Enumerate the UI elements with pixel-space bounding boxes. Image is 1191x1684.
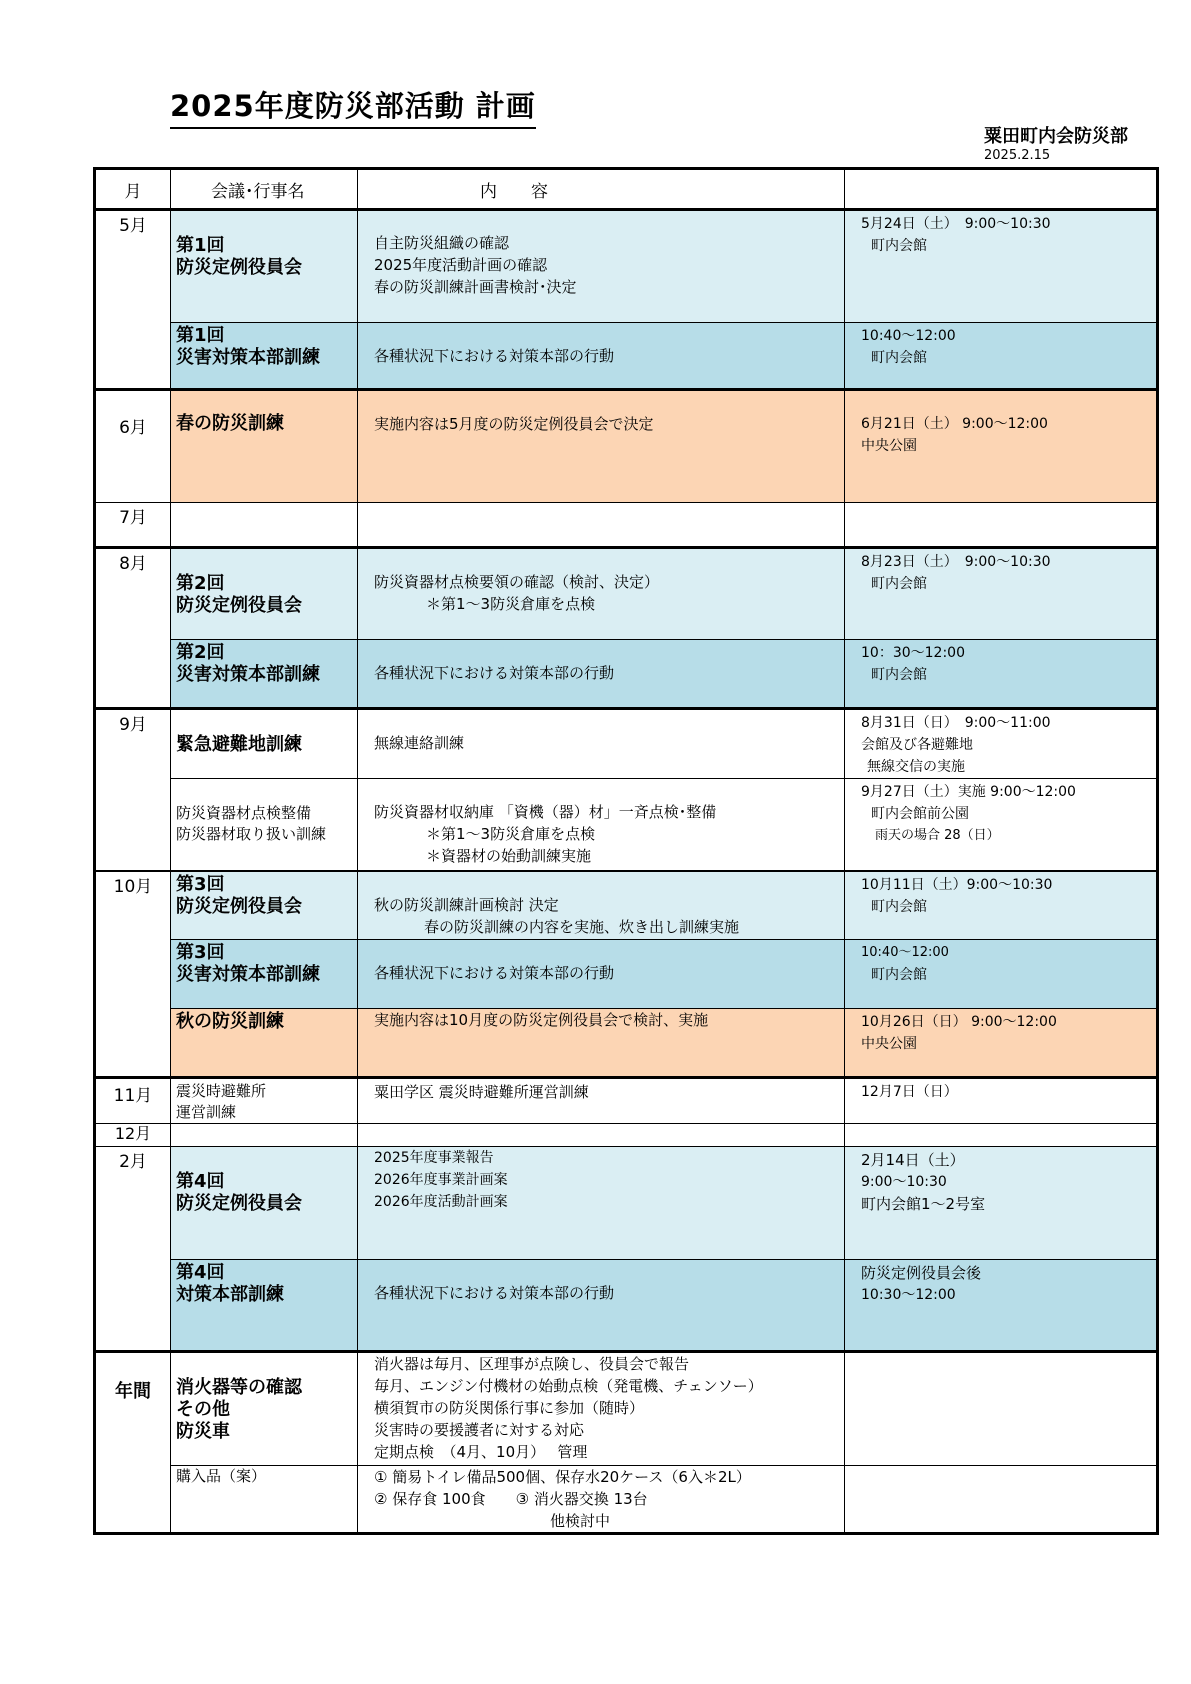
event-schedule: 10:40～12:00 町内会館 (845, 323, 1158, 390)
table-row (95, 503, 1158, 548)
table-row (95, 871, 1158, 940)
month-cell: 11月 (95, 1078, 171, 1124)
event-content: 各種状況下における対策本部の行動 (358, 940, 845, 1009)
activity-plan-table (93, 167, 1159, 1535)
event-schedule: 9月27日（土）実施 9:00～12:00 町内会館前公園 雨天の場合 28（日） (845, 779, 1158, 871)
table-row (95, 390, 1158, 503)
page-title: 2025年度防災部活動 計画 (170, 84, 536, 129)
table-row (95, 1260, 1158, 1352)
table-row (95, 1147, 1158, 1260)
organization-name: 粟田町内会防災部 (984, 126, 1128, 147)
month-cell: 2月 (95, 1147, 171, 1352)
event-content: 各種状況下における対策本部の行動 (358, 640, 845, 709)
event-name: 第2回 災害対策本部訓練 (171, 640, 358, 709)
event-content: 各種状況下における対策本部の行動 (358, 1260, 845, 1352)
event-schedule (845, 1352, 1158, 1466)
event-content: 実施内容は10月度の防災定例役員会で検討、実施 (358, 1009, 845, 1078)
event-name: 震災時避難所 運営訓練 (171, 1078, 358, 1124)
event-content: 防災資器材点検要領の確認（検討、決定） ＊第1～3防災倉庫を点検 (358, 548, 845, 640)
event-content: 2025年度事業報告 2026年度事業計画案 2026年度活動計画案 (358, 1147, 845, 1260)
table-header (95, 169, 1158, 210)
month-cell: 9月 (95, 709, 171, 871)
event-content: 粟田学区 震災時避難所運営訓練 (358, 1078, 845, 1124)
event-schedule: 2月14日（土） 9:00～10:30 町内会館1～2号室 (845, 1147, 1158, 1260)
table-row (95, 779, 1158, 871)
header-content: 内 容 (358, 169, 845, 210)
event-schedule: 6月21日（土） 9:00～12:00 中央公園 (845, 390, 1158, 503)
table-row (95, 940, 1158, 1009)
event-schedule: 10月26日（日） 9:00～12:00 中央公園 (845, 1009, 1158, 1078)
event-schedule: 10：30～12:00 町内会館 (845, 640, 1158, 709)
table-row (95, 323, 1158, 390)
table-row (95, 1124, 1158, 1147)
event-content (358, 1124, 845, 1147)
month-cell: 5月 (95, 210, 171, 390)
event-content: 各種状況下における対策本部の行動 (358, 323, 845, 390)
event-schedule: 5月24日（土） 9:00～10:30 町内会館 (845, 210, 1158, 323)
month-cell: 6月 (95, 390, 171, 503)
header-event: 会議･行事名 (171, 169, 358, 210)
event-name (171, 1124, 358, 1147)
table-row (95, 1009, 1158, 1078)
event-name (171, 503, 358, 548)
header-month: 月 (95, 169, 171, 210)
event-name: 第3回 災害対策本部訓練 (171, 940, 358, 1009)
table-row (95, 548, 1158, 640)
event-content: 消火器は毎月、区理事が点険し、役員会で報告 毎月、エンジン付機材の始動点検（発電機、チェンソー） 横須賀市の防災関係行事に参加（随時） 災害時の要援護者に対する対応 定期点検 （4月、10月） 管理 (358, 1352, 845, 1466)
event-schedule (845, 1466, 1158, 1534)
event-schedule: 8月23日（土） 9:00～10:30 町内会館 (845, 548, 1158, 640)
month-cell: 10月 (95, 871, 171, 1078)
month-cell: 年間 (95, 1352, 171, 1534)
event-name: 春の防災訓練 (171, 390, 358, 503)
event-name: 第4回 対策本部訓練 (171, 1260, 358, 1352)
header-schedule (845, 169, 1158, 210)
event-schedule: 8月31日（日） 9:00～11:00 会館及び各避難地 無線交信の実施 (845, 709, 1158, 779)
event-schedule: 防災定例役員会後 10:30～12:00 (845, 1260, 1158, 1352)
event-name: 購入品（案） (171, 1466, 358, 1534)
event-content: 実施内容は5月度の防災定例役員会で決定 (358, 390, 845, 503)
event-content: 無線連絡訓練 (358, 709, 845, 779)
month-cell: 7月 (95, 503, 171, 548)
event-content: 防災資器材収納庫 「資機（器）材」一斉点検･整備 ＊第1～3防災倉庫を点検 ＊資器材の始動訓練実施 (358, 779, 845, 871)
event-schedule: 12月7日（日） (845, 1078, 1158, 1124)
event-name: 第1回 災害対策本部訓練 (171, 323, 358, 390)
event-name: 秋の防災訓練 (171, 1009, 358, 1078)
event-content: 自主防災組織の確認 2025年度活動計画の確認 春の防災訓練計画書検討･決定 (358, 210, 845, 323)
table-row (95, 1352, 1158, 1466)
event-name: 第2回 防災定例役員会 (171, 548, 358, 640)
table-row (95, 709, 1158, 779)
month-cell: 8月 (95, 548, 171, 709)
event-name: 第3回 防災定例役員会 (171, 871, 358, 940)
event-name: 第4回 防災定例役員会 (171, 1147, 358, 1260)
table-row (95, 1466, 1158, 1534)
event-content: 秋の防災訓練計画検討 決定 春の防災訓練の内容を実施、炊き出し訓練実施 (358, 871, 845, 940)
document-date: 2025.2.15 (984, 148, 1051, 163)
event-content: ① 簡易トイレ備品500個、保存水20ケース（6入＊2L） ② 保存食 100食 ③ 消火器交換 13台 他検討中 (358, 1466, 845, 1534)
event-schedule (845, 1124, 1158, 1147)
event-name: 防災資器材点検整備 防災器材取り扱い訓練 (171, 779, 358, 871)
event-schedule (845, 503, 1158, 548)
event-name: 緊急避難地訓練 (171, 709, 358, 779)
event-schedule: 10月11日（土）9:00～10:30 町内会館 (845, 871, 1158, 940)
event-schedule: 10:40～12:00 町内会館 (845, 940, 1158, 1009)
table-row (95, 210, 1158, 323)
table-row (95, 1078, 1158, 1124)
event-content (358, 503, 845, 548)
table-row (95, 640, 1158, 709)
event-name: 消火器等の確認 その他 防災車 (171, 1352, 358, 1466)
month-cell: 12月 (95, 1124, 171, 1147)
event-name: 第1回 防災定例役員会 (171, 210, 358, 323)
